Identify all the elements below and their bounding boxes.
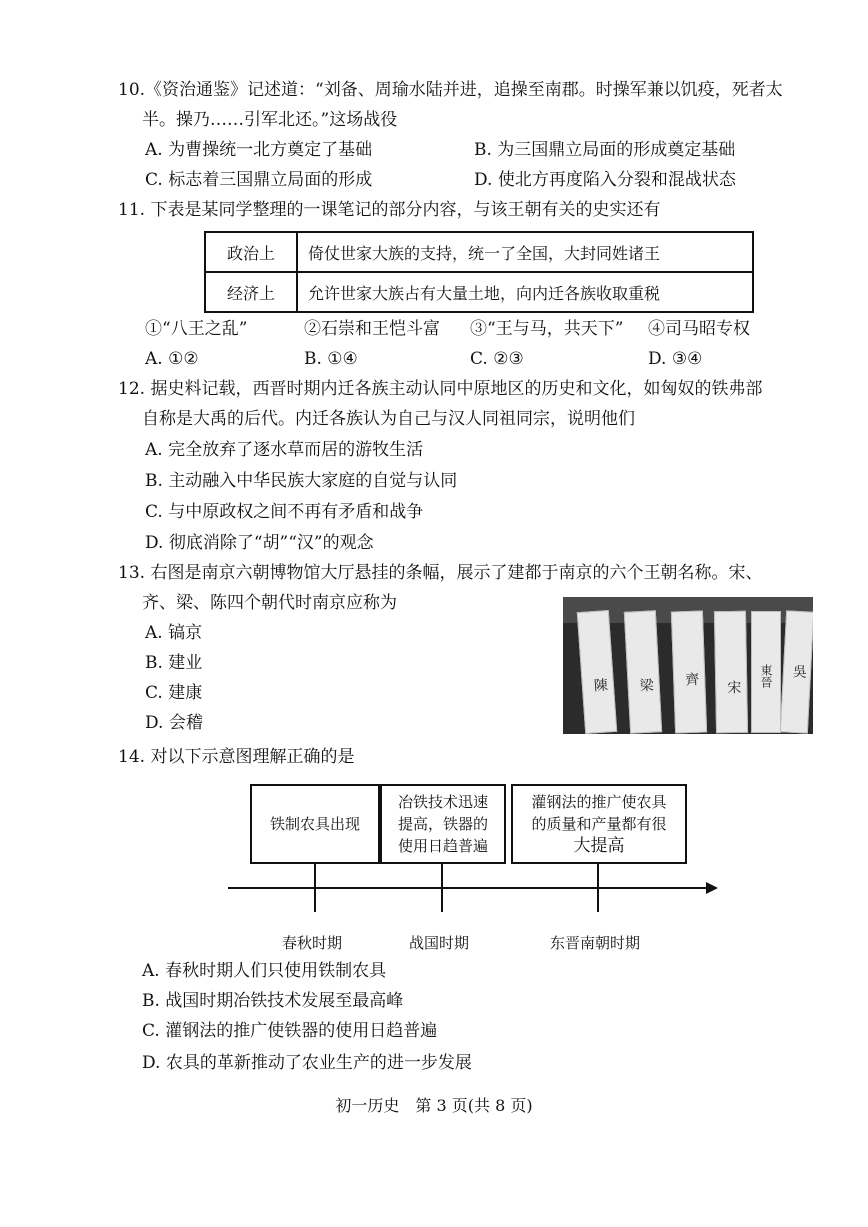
q10-option-b: B. 为三国鼎立局面的形成奠定基础 bbox=[474, 140, 736, 160]
q12-option-d: D. 彻底消除了“胡”“汉”的观念 bbox=[145, 533, 374, 553]
q10-option-c: C. 标志着三国鼎立局面的形成 bbox=[145, 170, 373, 190]
q13-stem-line2: 齐、梁、陈四个朝代时南京应称为 bbox=[142, 593, 397, 613]
q11-option-c: C. ②③ bbox=[470, 349, 524, 369]
table-header-cell: 经济上 bbox=[205, 272, 297, 312]
q12-option-b: B. 主动融入中华民族大家庭的自觉与认同 bbox=[145, 471, 458, 491]
q11-item-1: ①“八王之乱” bbox=[145, 319, 248, 339]
q14-option-b: B. 战国时期冶铁技术发展至最高峰 bbox=[142, 991, 404, 1011]
banner-qi bbox=[671, 610, 707, 733]
banner-dongjin bbox=[751, 611, 781, 733]
diagram-box-dongjin-nanchao bbox=[511, 784, 687, 864]
diagram-box-chunqiu bbox=[250, 784, 380, 864]
q12-stem-line1: 12. 据史料记载，西晋时期内迁各族主动认同中原地区的历史和文化，如匈奴的铁弗部 bbox=[118, 379, 763, 399]
banner-song bbox=[714, 611, 748, 734]
table-header-cell: 政治上 bbox=[205, 232, 297, 272]
box-text: 铁制农具出现 bbox=[269, 815, 360, 833]
q14-option-d: D. 农具的革新推动了农业生产的进一步发展 bbox=[142, 1053, 472, 1073]
q10-stem-line2: 半。操乃……引军北还。”这场战役 bbox=[142, 110, 398, 130]
box-text-line1: 冶铁技术迅速 bbox=[397, 793, 488, 811]
table-row bbox=[205, 232, 753, 272]
q11-item-4: ④司马昭专权 bbox=[648, 319, 750, 339]
arrow-right-icon bbox=[706, 882, 718, 894]
banner-label: 吳 bbox=[790, 663, 808, 679]
box-text-line2: 提高，铁器的 bbox=[397, 815, 488, 833]
q12-stem-line2: 自称是大禹的后代。内迁各族认为自己与汉人同祖同宗，说明他们 bbox=[142, 409, 635, 429]
q13-option-c: C. 建康 bbox=[145, 683, 203, 703]
banner-label: 陳 bbox=[591, 677, 609, 693]
diagram-box-zhanguo bbox=[380, 784, 506, 864]
timeline-label-dongjin-nanchao: 东晋南朝时期 bbox=[550, 934, 641, 952]
box-text-line1: 灌钢法的推广使农具 bbox=[531, 793, 667, 811]
banner-label: 宋 bbox=[725, 679, 742, 695]
q11-option-d: D. ③④ bbox=[648, 349, 703, 369]
q11-option-b: B. ①④ bbox=[304, 349, 358, 369]
q11-item-3: ③“王与马，共天下” bbox=[470, 319, 624, 339]
q14-option-a: A. 春秋时期人们只使用铁制农具 bbox=[142, 961, 387, 981]
q11-notes-table bbox=[204, 231, 754, 313]
q14-stem: 14. 对以下示意图理解正确的是 bbox=[118, 747, 355, 767]
q14-option-c: C. 灌钢法的推广使铁器的使用日趋普遍 bbox=[142, 1021, 438, 1041]
q13-option-d: D. 会稽 bbox=[145, 713, 203, 733]
q13-stem-line1: 13. 右图是南京六朝博物馆大厅悬挂的条幅，展示了建都于南京的六个王朝名称。宋、 bbox=[118, 563, 763, 583]
q10-option-d: D. 使北方再度陷入分裂和混战状态 bbox=[474, 170, 736, 190]
banner-wu bbox=[780, 610, 813, 733]
q12-option-c: C. 与中原政权之间不再有矛盾和战争 bbox=[145, 502, 424, 522]
q11-item-2: ②石崇和王恺斗富 bbox=[304, 319, 440, 339]
banner-chen bbox=[577, 610, 617, 734]
table-cell: 允许世家大族占有大量土地，向内迁各族收取重税 bbox=[297, 272, 753, 312]
q13-option-b: B. 建业 bbox=[145, 653, 203, 673]
banner-label: 齊 bbox=[683, 671, 700, 687]
six-dynasties-museum-photo bbox=[563, 597, 813, 734]
table-row bbox=[205, 272, 753, 312]
banner-label: 東晉 bbox=[759, 664, 773, 688]
q12-option-a: A. 完全放弃了逐水草而居的游牧生活 bbox=[145, 440, 424, 460]
timeline-axis bbox=[228, 887, 708, 889]
q10-option-a: A. 为曹操统一北方奠定了基础 bbox=[145, 140, 373, 160]
timeline-label-zhanguo: 战国时期 bbox=[409, 934, 470, 952]
banner-liang bbox=[624, 610, 662, 734]
page-footer: 初一历史 第 3 页(共 8 页) bbox=[335, 1096, 533, 1115]
q10-stem-line1: 10.《资治通鉴》记述道：“刘备、周瑜水陆并进，追操至南郡。时操军兼以饥疫，死者太 bbox=[118, 80, 783, 100]
q13-option-a: A. 镐京 bbox=[145, 623, 203, 643]
box-text-line3: 使用日趋普遍 bbox=[397, 837, 488, 855]
q11-option-a: A. ①② bbox=[145, 349, 199, 369]
box-text-line3: 大提高 bbox=[573, 836, 625, 856]
banner-label: 梁 bbox=[637, 677, 655, 693]
timeline-label-chunqiu: 春秋时期 bbox=[282, 934, 343, 952]
box-text-line2: 的质量和产量都有很 bbox=[531, 815, 667, 833]
q11-stem: 11. 下表是某同学整理的一课笔记的部分内容，与该王朝有关的史实还有 bbox=[118, 200, 661, 220]
table-cell: 倚仗世家大族的支持，统一了全国，大封同姓诸王 bbox=[297, 232, 753, 272]
